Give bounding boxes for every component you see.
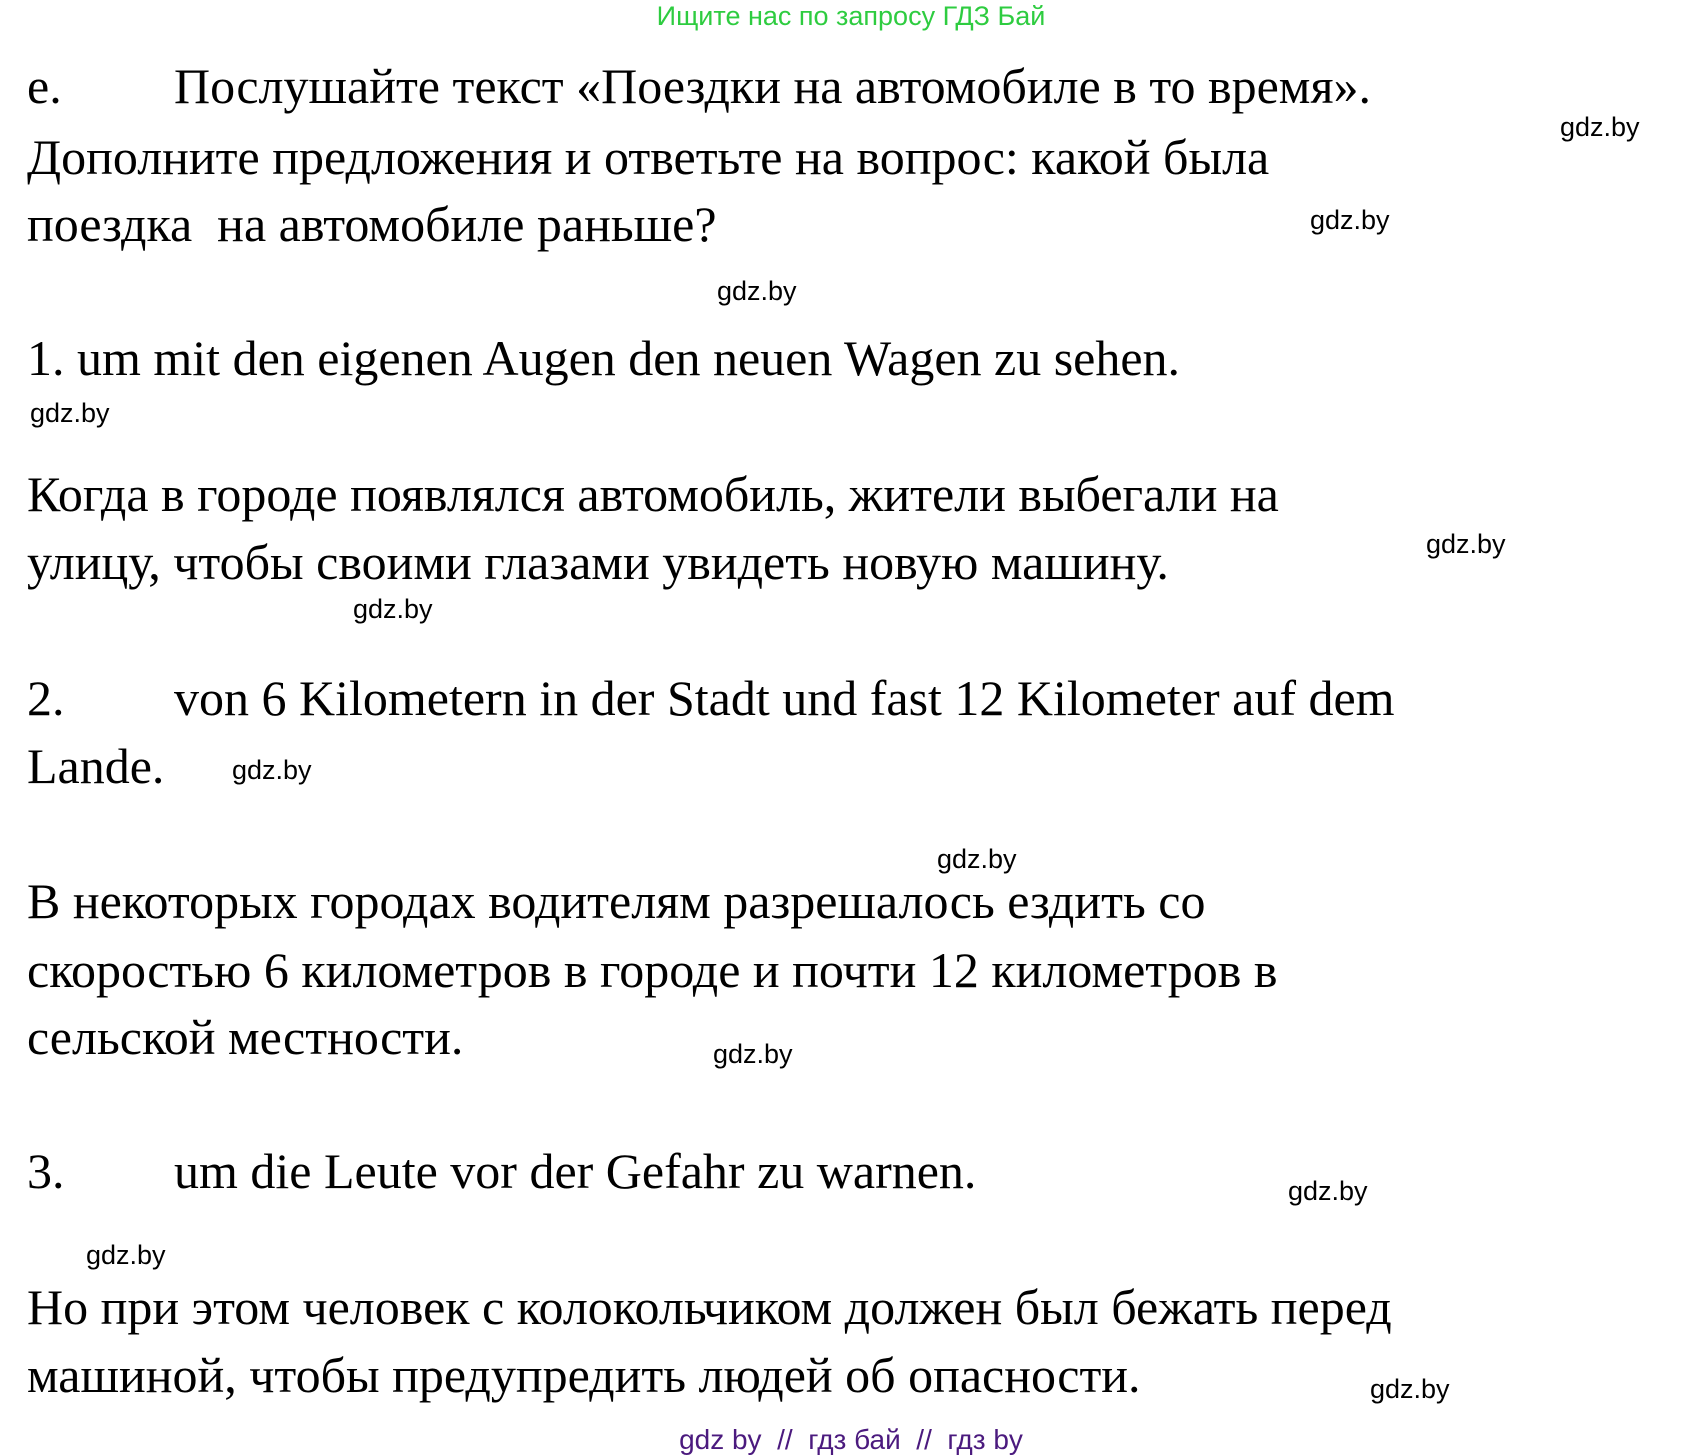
- watermark: gdz.by: [86, 1240, 166, 1270]
- watermark: gdz.by: [717, 276, 797, 306]
- item-1-russian-line-2: улицу, чтобы своими глазами увидеть новую машину.: [27, 534, 1169, 590]
- item-2-russian-line-3: сельской местности.: [27, 1009, 464, 1065]
- task-line-3: поездка на автомобиле раньше?: [27, 196, 717, 252]
- item-3-russian-line-2: машиной, чтобы предупредить людей об опасности.: [27, 1347, 1141, 1403]
- watermark: gdz.by: [353, 594, 433, 624]
- item-2-russian-line-2: скоростью 6 километров в городе и почти 12 километров в: [27, 942, 1278, 998]
- item-2-german-text: von 6 Kilometern in der Stadt und fast 12 Kilometer auf dem: [174, 670, 1395, 726]
- watermark: gdz.by: [937, 844, 1017, 874]
- task-line-2: Дополните предложения и ответьте на вопрос: какой была: [27, 129, 1270, 185]
- footer-watermark: gdz by // гдз бай // гдз by: [679, 1424, 1023, 1455]
- item-1-german: 1. um mit den eigenen Augen den neuen Wagen zu sehen.: [27, 330, 1181, 386]
- watermark: gdz.by: [232, 755, 312, 785]
- task-text: Послушайте текст «Поездки на автомобиле в то время».: [174, 58, 1371, 114]
- item-3-number: 3.: [27, 1143, 65, 1199]
- watermark: gdz.by: [1426, 529, 1506, 559]
- task-line-1: [27, 52, 1371, 120]
- item-2-number: 2.: [27, 670, 65, 726]
- watermark: gdz.by: [1310, 205, 1390, 235]
- watermark: gdz.by: [1288, 1176, 1368, 1206]
- item-3-german: [27, 1137, 976, 1205]
- item-3-russian-line-1: Но при этом человек с колокольчиком должен был бежать перед: [27, 1279, 1392, 1335]
- watermark: gdz.by: [713, 1039, 793, 1069]
- item-2-german-line-2: Lande.: [27, 738, 165, 794]
- watermark: gdz.by: [30, 398, 110, 428]
- watermark: gdz.by: [1560, 112, 1640, 142]
- watermark: gdz.by: [1370, 1374, 1450, 1404]
- item-2-russian-line-1: В некоторых городах водителям разрешалось ездить со: [27, 873, 1206, 929]
- item-2-german-line-1: [27, 664, 1395, 732]
- task-letter: e.: [27, 58, 62, 114]
- search-hint-header: Ищите нас по запросу ГДЗ Бай: [656, 1, 1046, 31]
- item-1-russian-line-1: Когда в городе появлялся автомобиль, жители выбегали на: [27, 466, 1279, 522]
- item-3-german-text: um die Leute vor der Gefahr zu warnen.: [174, 1143, 977, 1199]
